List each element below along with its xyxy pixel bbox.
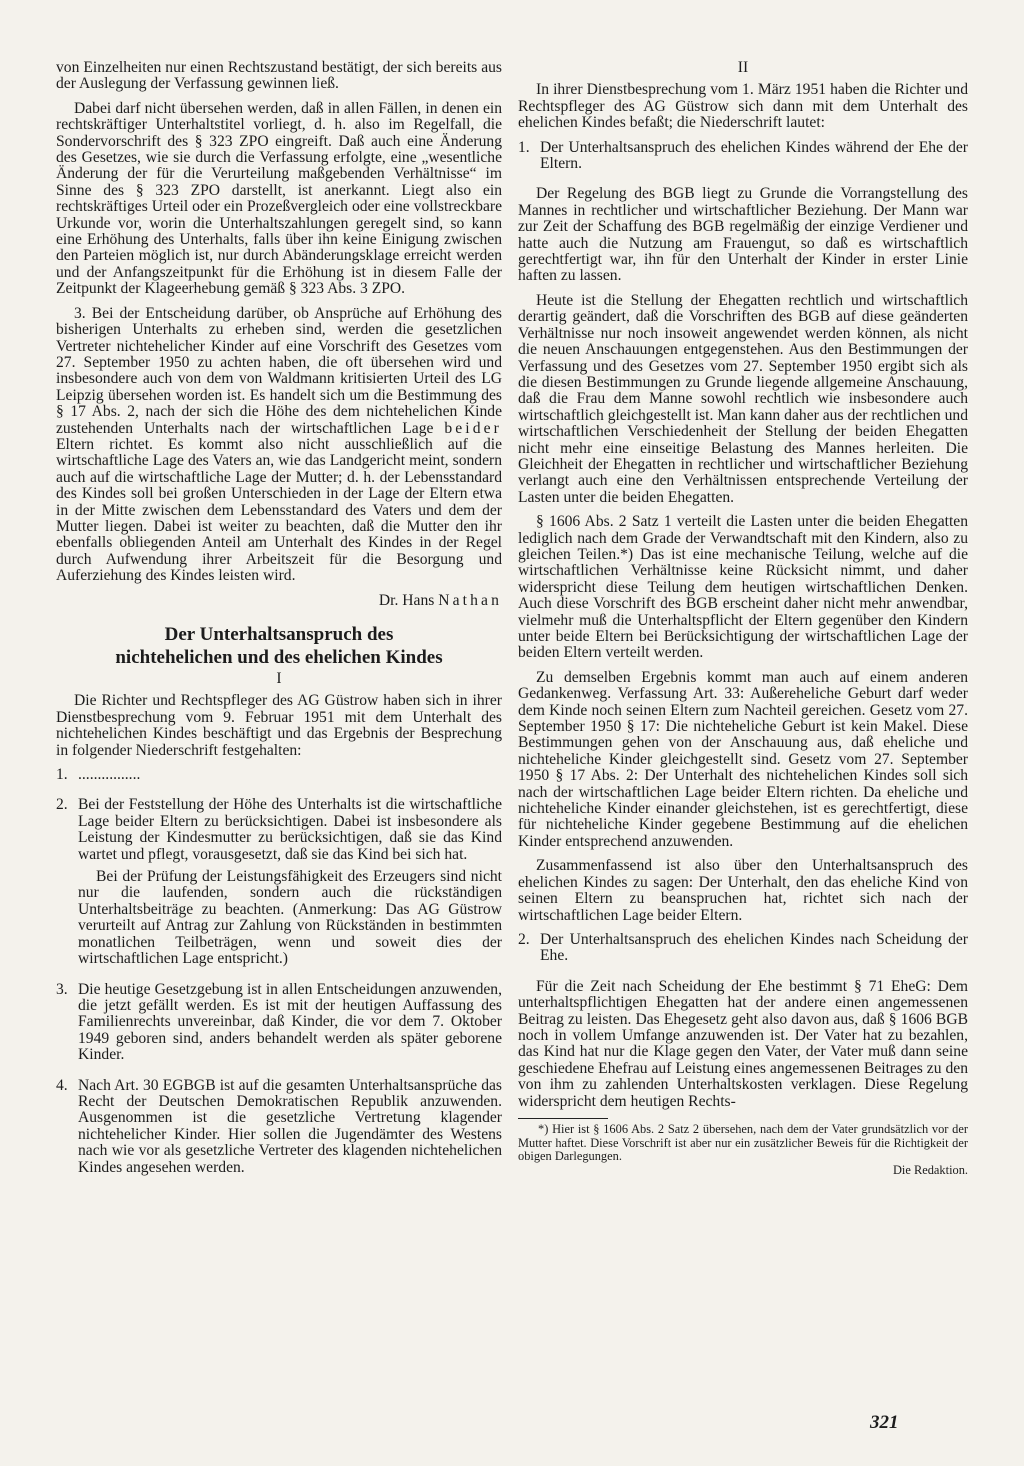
page-number: 321 (870, 1412, 899, 1433)
list-item-subtext: Bei der Prüfung der Leistungsfähigkeit des Erzeugers sind nicht nur die laufenden, sondern auch die rückständigen Unterhaltsbeiträge zu beachten. (Anmerkung: Das AG Güstrow verurteilt auf Antrag zur Zahlung von Rückständen in bestimmten monatlichen Teilbeträgen, wenn und soweit dies der wirtschaftlichen Lage entspricht.) (78, 868, 502, 968)
author-name: Nathan (438, 591, 502, 609)
text-run: Eltern richtet. Es kommt also nicht ausschließlich auf die wirtschaftliche Lage des Vaters an, wie das Landgericht meint, sondern auch auf die wirtschaftliche Lage der Mutter; d. h. der Lebensstandard des Kindes soll bei großen Unterschieden in der Lage der Eltern etwa in der Mitte zwischen dem Lebensstandard des Vaters und dem der Mutter liegen. Dabei ist weiter zu beachten, daß die Mutter den ihr ebenfalls obliegenden Anteil am Unterhalt des Kindes in der Regel durch Aufwendung ihrer Arbeitszeit für die Besorgung und Auferziehung des Kindes leisten wird. (56, 435, 502, 585)
footnote-signature: Die Redaktion. (892, 1162, 968, 1177)
list-item (56, 982, 502, 1070)
paragraph: Zusammenfassend ist also über den Unterhaltsanspruch des ehelichen Kindes zu sagen: Der Unterhalt, den das eheliche Kind von seinen Eltern zu beanspruchen hat, richtet sich nach der wirtschaftlichen Lage beider Eltern. (518, 857, 968, 924)
paragraph: von Einzelheiten nur einen Rechtszustand bestätigt, der sich bereits aus der Auslegung der Verfassung gewinnen ließ. (56, 59, 502, 93)
list-item (518, 932, 968, 971)
paragraph: Heute ist die Stellung der Ehegatten rechtlich und wirtschaftlich derartig geändert, daß die Vorschriften des BGB auf diese geänderten Verhältnisse nur noch insoweit angewendet werden können, als nicht die neuen Anschauungen entgegenstehen. Aus den Bestimmungen der Verfassung und des Gesetzes vom 27. September 1950 ergibt sich als die diesen Bestimmungen zu Grunde liegende allgemeine Anschauung, daß die Frau dem Manne sowohl rechtlich wie insbesondere auch wirtschaftlich gleichgestellt ist. Man kann daher aus der rechtlichen und wirtschaftlichen Verschiedenheit der Stellung der beiden Ehegatten nicht mehr eine einseitige Belastung des Mannes herleiten. Die Gleichheit der Ehegatten in rechtlicher und wirtschaftlicher Beziehung verlangt auch eine den Verhältnissen entsprechende Verteilung der Lasten unter die beiden Ehegatten. (518, 291, 968, 506)
paragraph: Die Richter und Rechtspfleger des AG Güstrow haben sich in ihrer Dienstbesprechung vom 9. Februar 1951 mit dem Unterhalt des nichtehelichen Kindes beschäftigt und das Ergebnis der Besprechung in folgender Niederschrift festgehalten: (56, 692, 502, 759)
article-heading (56, 623, 502, 669)
numbered-list (56, 767, 502, 1182)
list-item-text: Der Unterhaltsanspruch des ehelichen Kindes nach Scheidung der Ehe. (540, 930, 968, 965)
paragraph: Zu demselben Ergebnis kommt man auch auf einem anderen Gedankenweg. Verfassung Art. 33: Außereheliche Geburt darf weder dem Kinde noch seinen Eltern zum Nachteil gereichen. Gesetz vom 27. September 1950 § 17: Die nichteheliche Geburt ist kein Makel. Diese Bestimmungen gehen von der Anschauung aus, daß eheliche und nichteheliche Kinder gleichgestellt sind. Gesetz vom 27. September 1950 § 17 Abs. 2: Der Unterhalt des nichtehelichen Kindes soll sich nach der wirtschaftlichen Lage beider Eltern richten. Da eheliche und nichteheliche Kinder einander gleichstehen, ist es gerechtfertigt, diese für nichteheliche Kinder gegebene Bestimmung auf die ehelichen Kinder entsprechend anzuwenden. (518, 668, 968, 850)
list-item-text: ................ (78, 766, 141, 784)
heading-line: Der Unterhaltsanspruch des (164, 624, 394, 645)
author-prefix: Dr. Hans (378, 591, 439, 609)
section-number: I (276, 670, 282, 687)
list-number: 1. (56, 766, 68, 784)
footnote (518, 1123, 968, 1177)
footnote-divider (518, 1118, 608, 1119)
list-item (56, 767, 502, 789)
list-item-text: Nach Art. 30 EGBGB ist auf die gesamten Unterhaltsansprüche das Recht der Deutschen Demokratischen Republik anzuwenden. Ausgenommen ist die gesetzliche Vertretung klagender nichtehelicher Kinder. Hier sollen die Jugendämter des Westens nach wie vor als gesetzliche Vertreter des klagenden nichtehelichen Kindes angesehen werden. (78, 1076, 502, 1176)
paragraph: Dabei darf nicht übersehen werden, daß in allen Fällen, in denen ein rechtskräftiger Unterhaltstitel vorliegt, d. h. also im Regelfall, die Sondervorschrift des § 323 ZPO eingreift. Daß auch eine Änderung des Gesetzes, wie sie durch die Verfassung erfolgte, eine „wesentliche Änderung der für die Verurteilung maßgebenden Verhältnisse“ im Sinne des § 323 ZPO darstellt, ist anerkannt. Liegt also ein rechtskräftiges Urteil oder ein Prozeßvergleich oder eine vollstreckbare Urkunde vor, worin die Unterhaltszahlungen geregelt sind, so kann eine Erhöhung des Unterhalts, falls über ihn keine Einigung zwischen den Parteien möglich ist, nur durch Abänderungsklage erreicht werden und der Anfangszeitpunkt für die Erhöhung ist in diesem Falle der Zeitpunkt der Klageerhebung gemäß § 323 Abs. 3 ZPO. (56, 99, 502, 298)
author-signature (56, 593, 502, 609)
right-column (518, 60, 968, 1177)
list-item-text: Bei der Feststellung der Höhe des Unterhalts ist die wirtschaftliche Lage beider Eltern zu berücksichtigen. Dabei ist insbesondere als Leistung der Kindesmutter zu berücksichtigen, daß sie das Kind wartet und pflegt, vorausgesetzt, daß sie das Kind bei sich hat. (78, 796, 502, 863)
footnote-text: *) Hier ist § 1606 Abs. 2 Satz 2 übersehen, nach dem der Vater grundsätzlich vor der Mutter haftet. Diese Vorschrift ist aber nur ein zusätzlicher Beweis für die Richtigkeit der obigen Darlegungen. (518, 1121, 968, 1164)
list-item (518, 140, 968, 179)
paragraph: Der Regelung des BGB liegt zu Grunde die Vorrangstellung des Mannes in rechtlicher und wirtschaftlicher Beziehung. Der Mann war zur Zeit der Schaffung des BGB regelmäßig der einzige Verdiener und hatte auch die Nutzung am Frauengut, so daß es wirtschaftlich gerechtfertigt war, ihn für den Unterhalt der Kinder in erster Linie haften zu lassen. (518, 185, 968, 285)
list-item-text: Der Unterhaltsanspruch des ehelichen Kindes während der Ehe der Eltern. (540, 138, 968, 173)
text-run: 3. Bei der Entscheidung darüber, ob Ansprüche auf Erhöhung des bisherigen Unterhalts zu erheben sind, werden die gesetzlichen Vertreter nichtehelicher Kinder auf eine Vorschrift des Gesetzes vom 27. September 1950 zu achten haben, die oft übersehen wird und insbesondere auch von dem von Waldmann kritisierten Urteil des LG Leipzig übersehen worden ist. Es handelt sich um die Bestimmung des § 17 Abs. 2, nach der sich die Höhe des dem nichtehelichen Kinde zustehenden Unterhalts nach der wirtschaftlichen Lage (56, 304, 502, 437)
paragraph: In ihrer Dienstbesprechung vom 1. März 1951 haben die Richter und Rechtspfleger des AG Güstrow sich dann mit dem Unterhalt des ehelichen Kindes befaßt; die Niederschrift lautet: (518, 81, 968, 132)
emphasis-text: beider (444, 419, 502, 437)
heading-line: nichtehelichen und des ehelichen Kindes (115, 647, 443, 668)
left-column (56, 60, 502, 1190)
list-number: 2. (518, 930, 530, 948)
paragraph: § 1606 Abs. 2 Satz 1 verteilt die Lasten unter die beiden Ehegatten lediglich nach dem Grade der Verwandtschaft mit den Kindern, also zu gleichen Teilen.*) Das ist eine mechanische Teilung, welche auf die wirtschaftlichen Verhältnisse keine Rücksicht nimmt, und daher widerspricht diese Teilung dem heutigen wirtschaftlichen Denken. Auch diese Vorschrift des BGB erscheint daher nicht mehr anwendbar, vielmehr muß die Unterhaltspflicht der Eltern gegenüber den Kindern unter beide Eltern bei Berücksichtigung der wirtschaftlichen Lage der beiden Eltern verteilt werden. (518, 513, 968, 662)
section-number: II (737, 59, 749, 76)
list-item (56, 1078, 502, 1182)
list-item-text: Die heutige Gesetzgebung ist in allen Entscheidungen anzuwenden, die jetzt gefällt werden. Es ist mit der heutigen Auffassung des Familienrechts unvereinbar, daß Kinder, die vor dem 7. Oktober 1949 geboren sind, anders behandelt werden als später geborene Kinder. (78, 980, 502, 1064)
list-number: 1. (518, 138, 530, 156)
list-item (56, 797, 502, 973)
list-number: 2. (56, 796, 68, 814)
list-number: 4. (56, 1076, 68, 1094)
paragraph: Für die Zeit nach Scheidung der Ehe bestimmt § 71 EheG: Dem unterhaltspflichtigen Ehegatten hat der andere einen angemessenen Beitrag zu leisten. Das Ehegesetz geht also davon aus, daß § 1606 BGB noch in vollem Umfange anzuwenden ist. Der Vater hat zu bezahlen, das Kind hat nur die Klage gegen den Vater, der Vater muß dann seine geschiedene Ehefrau auf Leistung eines angemessenen Beitrages zu den von ihm zu zahlenden Unterhaltskosten verklagen. Diese Regelung widerspricht dem heutigen Rechts- (518, 977, 968, 1110)
list-number: 3. (56, 980, 68, 998)
paragraph (56, 306, 502, 585)
